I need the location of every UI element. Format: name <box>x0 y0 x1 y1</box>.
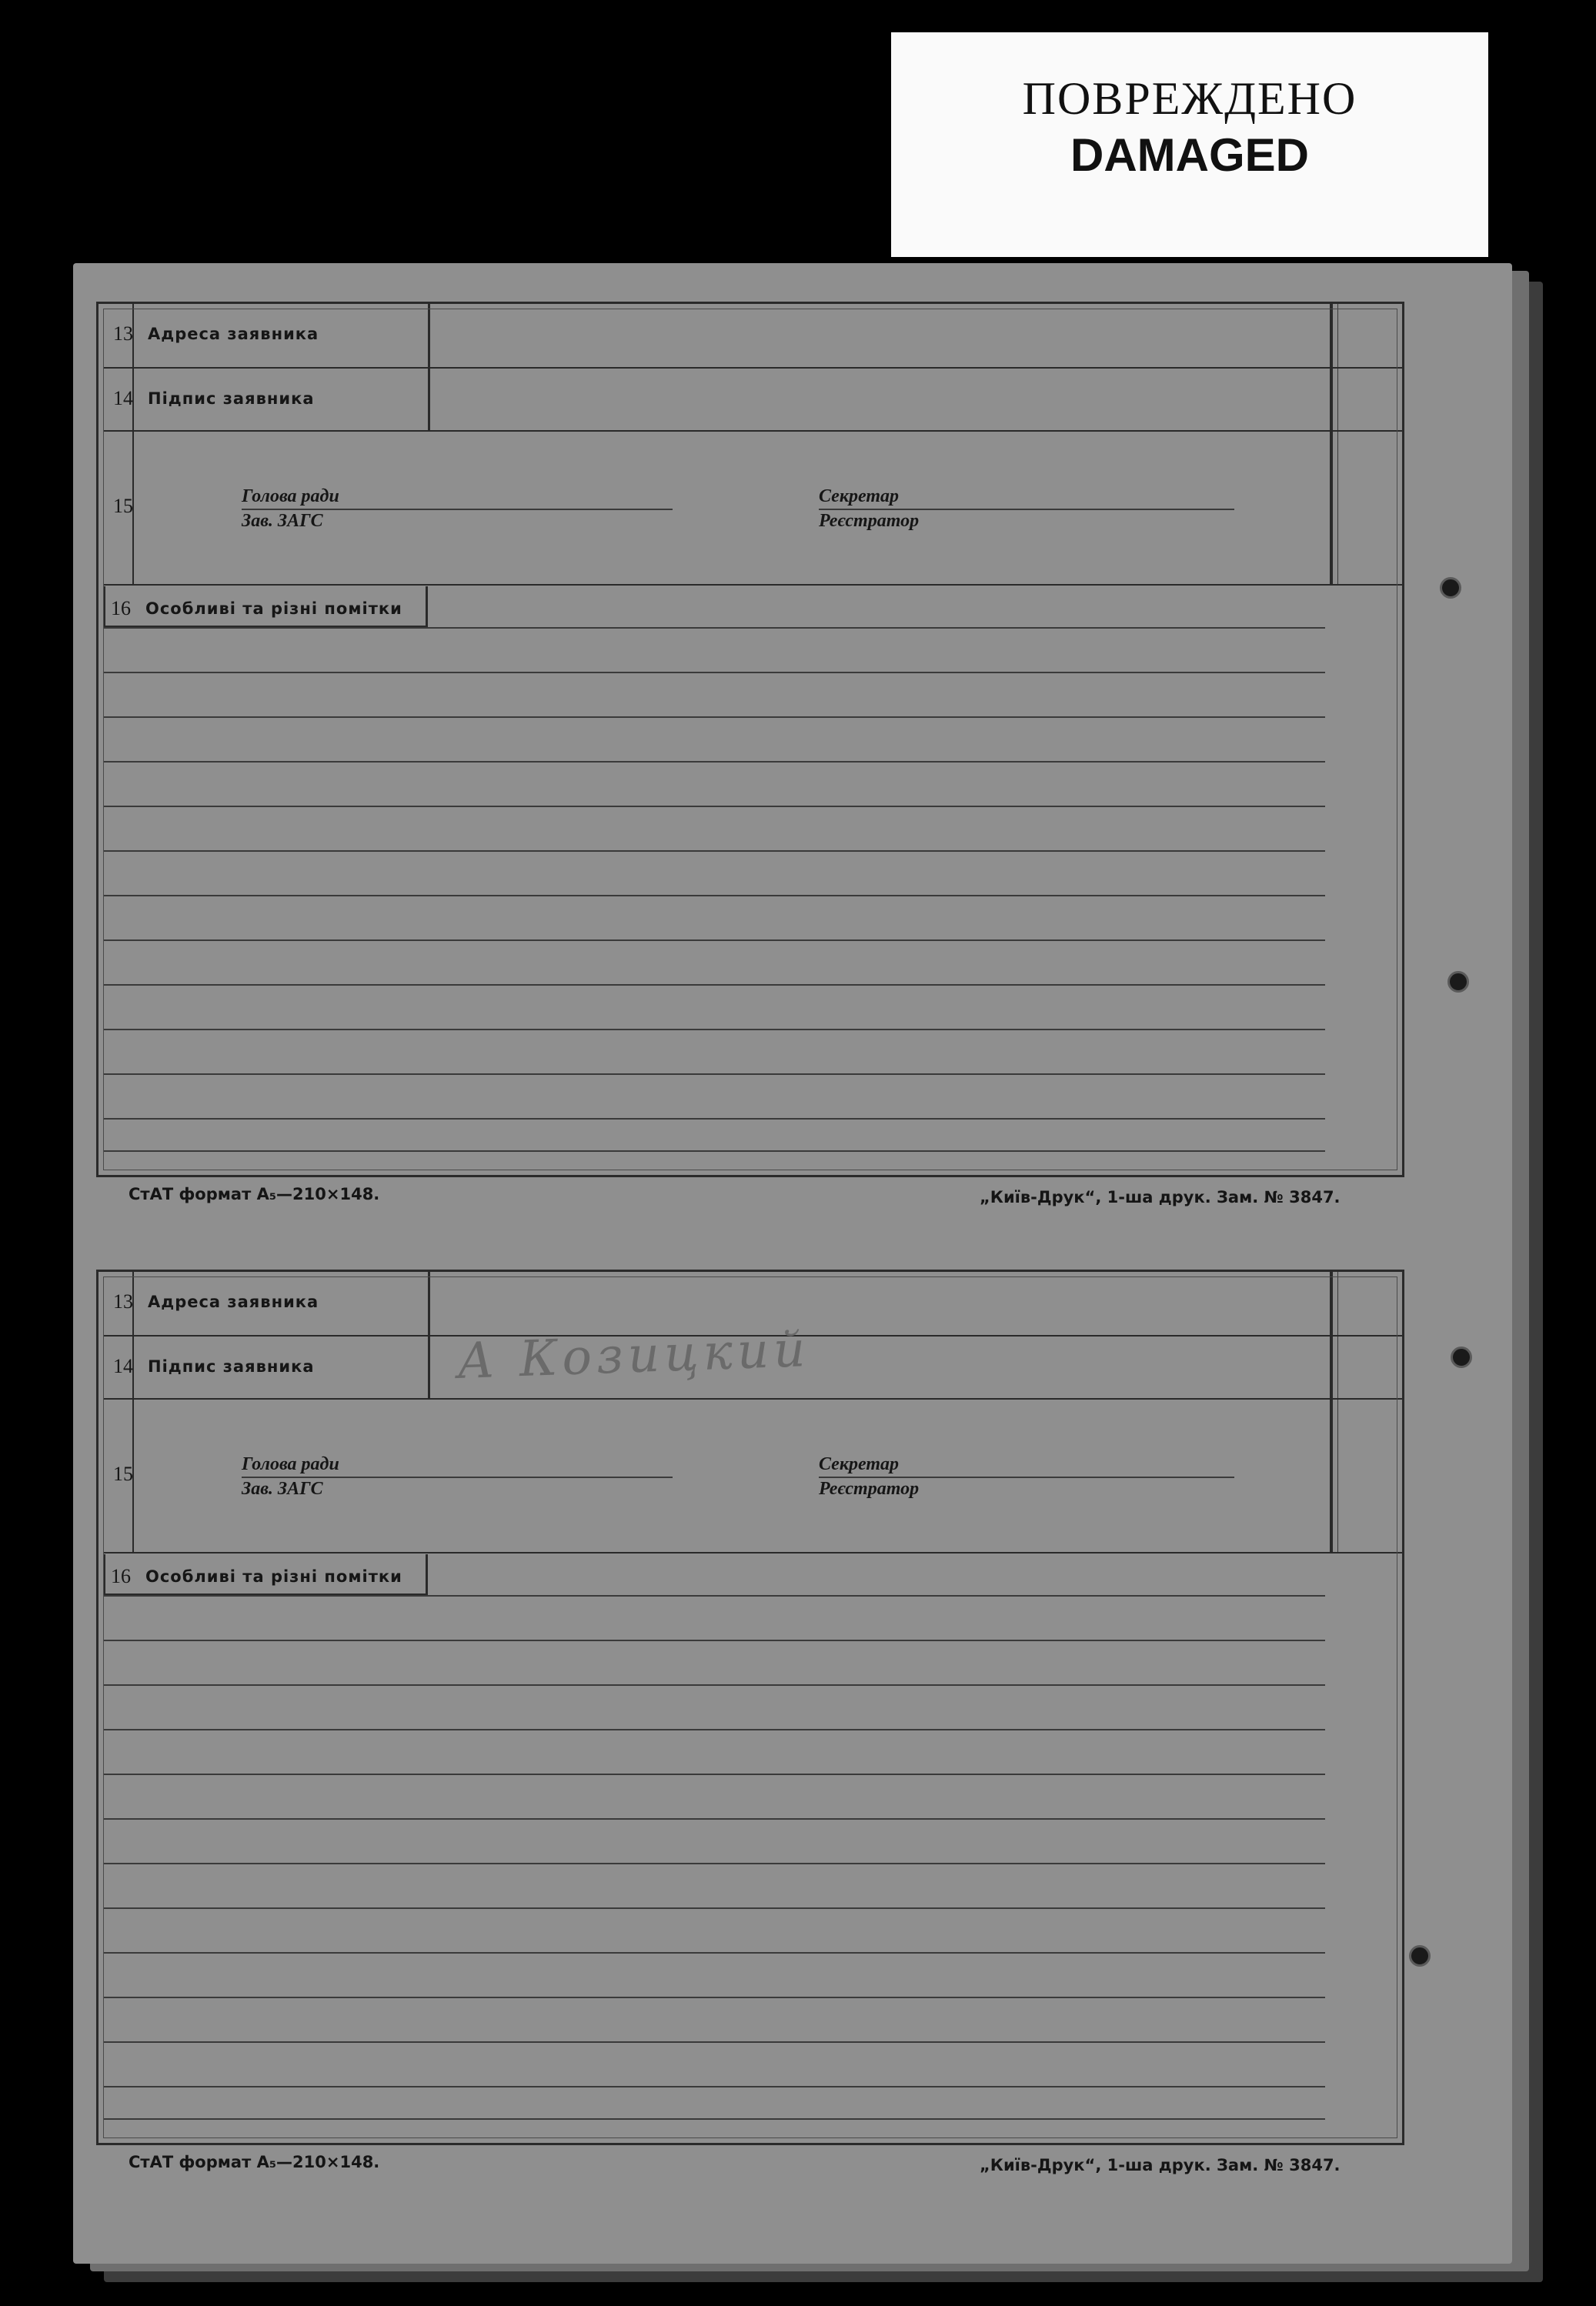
footer-printer: „Київ-Друк“, 1-ша друк. Зам. № 3847. <box>980 1188 1341 1206</box>
ruled-line <box>103 627 1325 629</box>
ruled-line <box>103 939 1325 941</box>
row-number: 14 <box>113 1355 133 1377</box>
ruled-line <box>103 672 1325 673</box>
ruled-line <box>103 1997 1325 1998</box>
row-label-remarks: Особливі та різні помітки <box>145 1567 402 1586</box>
signature-secretary: Секретар <box>819 486 899 506</box>
row-label-address: Адреса заявника <box>148 325 319 343</box>
ruled-line <box>103 806 1325 807</box>
footer-printer: „Київ-Друк“, 1-ша друк. Зам. № 3847. <box>980 2156 1341 2174</box>
ruled-line <box>103 1595 1325 1597</box>
footer-format: СтАТ формат А₅—210×148. <box>129 2153 380 2171</box>
row-14 <box>103 1321 1404 1400</box>
ruled-line <box>103 1952 1325 1954</box>
form-frame <box>96 302 1404 1177</box>
ruled-line <box>103 984 1325 986</box>
ruled-line <box>103 1640 1325 1641</box>
row-number: 15 <box>113 495 133 517</box>
ruled-line <box>103 2118 1325 2120</box>
row-16-label-box <box>103 1554 428 1596</box>
row-number: 15 <box>113 1463 133 1485</box>
row-15 <box>103 1400 1404 1553</box>
archive-status-label <box>891 32 1488 257</box>
ruled-line <box>103 1029 1325 1030</box>
ruled-line <box>103 1073 1325 1075</box>
signature-secretary: Секретар <box>819 1454 899 1474</box>
signature-head-of-registry: Зав. ЗАГС <box>242 511 323 531</box>
footer-format: СтАТ формат А₅—210×148. <box>129 1185 380 1203</box>
damaged-label-english: DAMAGED <box>1070 129 1309 181</box>
ruled-line <box>103 761 1325 763</box>
ruled-line <box>103 1774 1325 1775</box>
row-label-remarks: Особливі та різні помітки <box>145 599 402 618</box>
row-13 <box>103 304 1404 369</box>
binding-hole <box>1447 971 1469 993</box>
signature-head-of-council: Голова ради <box>242 1454 339 1474</box>
ruled-line <box>103 1863 1325 1864</box>
ruled-line <box>103 716 1325 718</box>
form-top <box>96 302 1485 1233</box>
row-label-signature: Підпис заявника <box>148 389 315 408</box>
handwritten-signature: А Козицкий <box>456 1321 811 1390</box>
signature-registrar: Реєстратор <box>819 1479 920 1499</box>
ruled-line <box>103 1907 1325 1909</box>
ruled-line <box>103 850 1325 852</box>
row-16-label-box <box>103 586 428 628</box>
row-number: 13 <box>113 322 133 345</box>
binding-hole <box>1440 577 1461 599</box>
damaged-label-ukrainian: ПОВРЕЖДЕНО <box>1022 73 1357 124</box>
ruled-line <box>103 1684 1325 1686</box>
ruled-line <box>103 1729 1325 1730</box>
row-15 <box>103 432 1404 586</box>
ruled-line <box>103 1818 1325 1820</box>
row-label-address: Адреса заявника <box>148 1293 319 1311</box>
ruled-line <box>103 2041 1325 2043</box>
row-label-signature: Підпис заявника <box>148 1357 315 1376</box>
signature-head-of-registry: Зав. ЗАГС <box>242 1479 323 1499</box>
document-sheet <box>73 263 1512 2264</box>
ruled-line <box>103 1150 1325 1152</box>
row-number: 16 <box>111 597 131 619</box>
form-frame <box>96 1270 1404 2145</box>
row-number: 13 <box>113 1290 133 1313</box>
row-14 <box>103 369 1404 432</box>
signature-registrar: Реєстратор <box>819 511 920 531</box>
binding-hole <box>1409 1945 1431 1967</box>
form-bottom <box>96 1270 1485 2201</box>
ruled-line <box>103 1118 1325 1120</box>
ruled-line <box>103 2086 1325 2087</box>
row-number: 16 <box>111 1565 131 1587</box>
signature-head-of-council: Голова ради <box>242 486 339 506</box>
binding-hole <box>1451 1347 1472 1368</box>
ruled-line <box>103 895 1325 896</box>
row-number: 14 <box>113 387 133 409</box>
